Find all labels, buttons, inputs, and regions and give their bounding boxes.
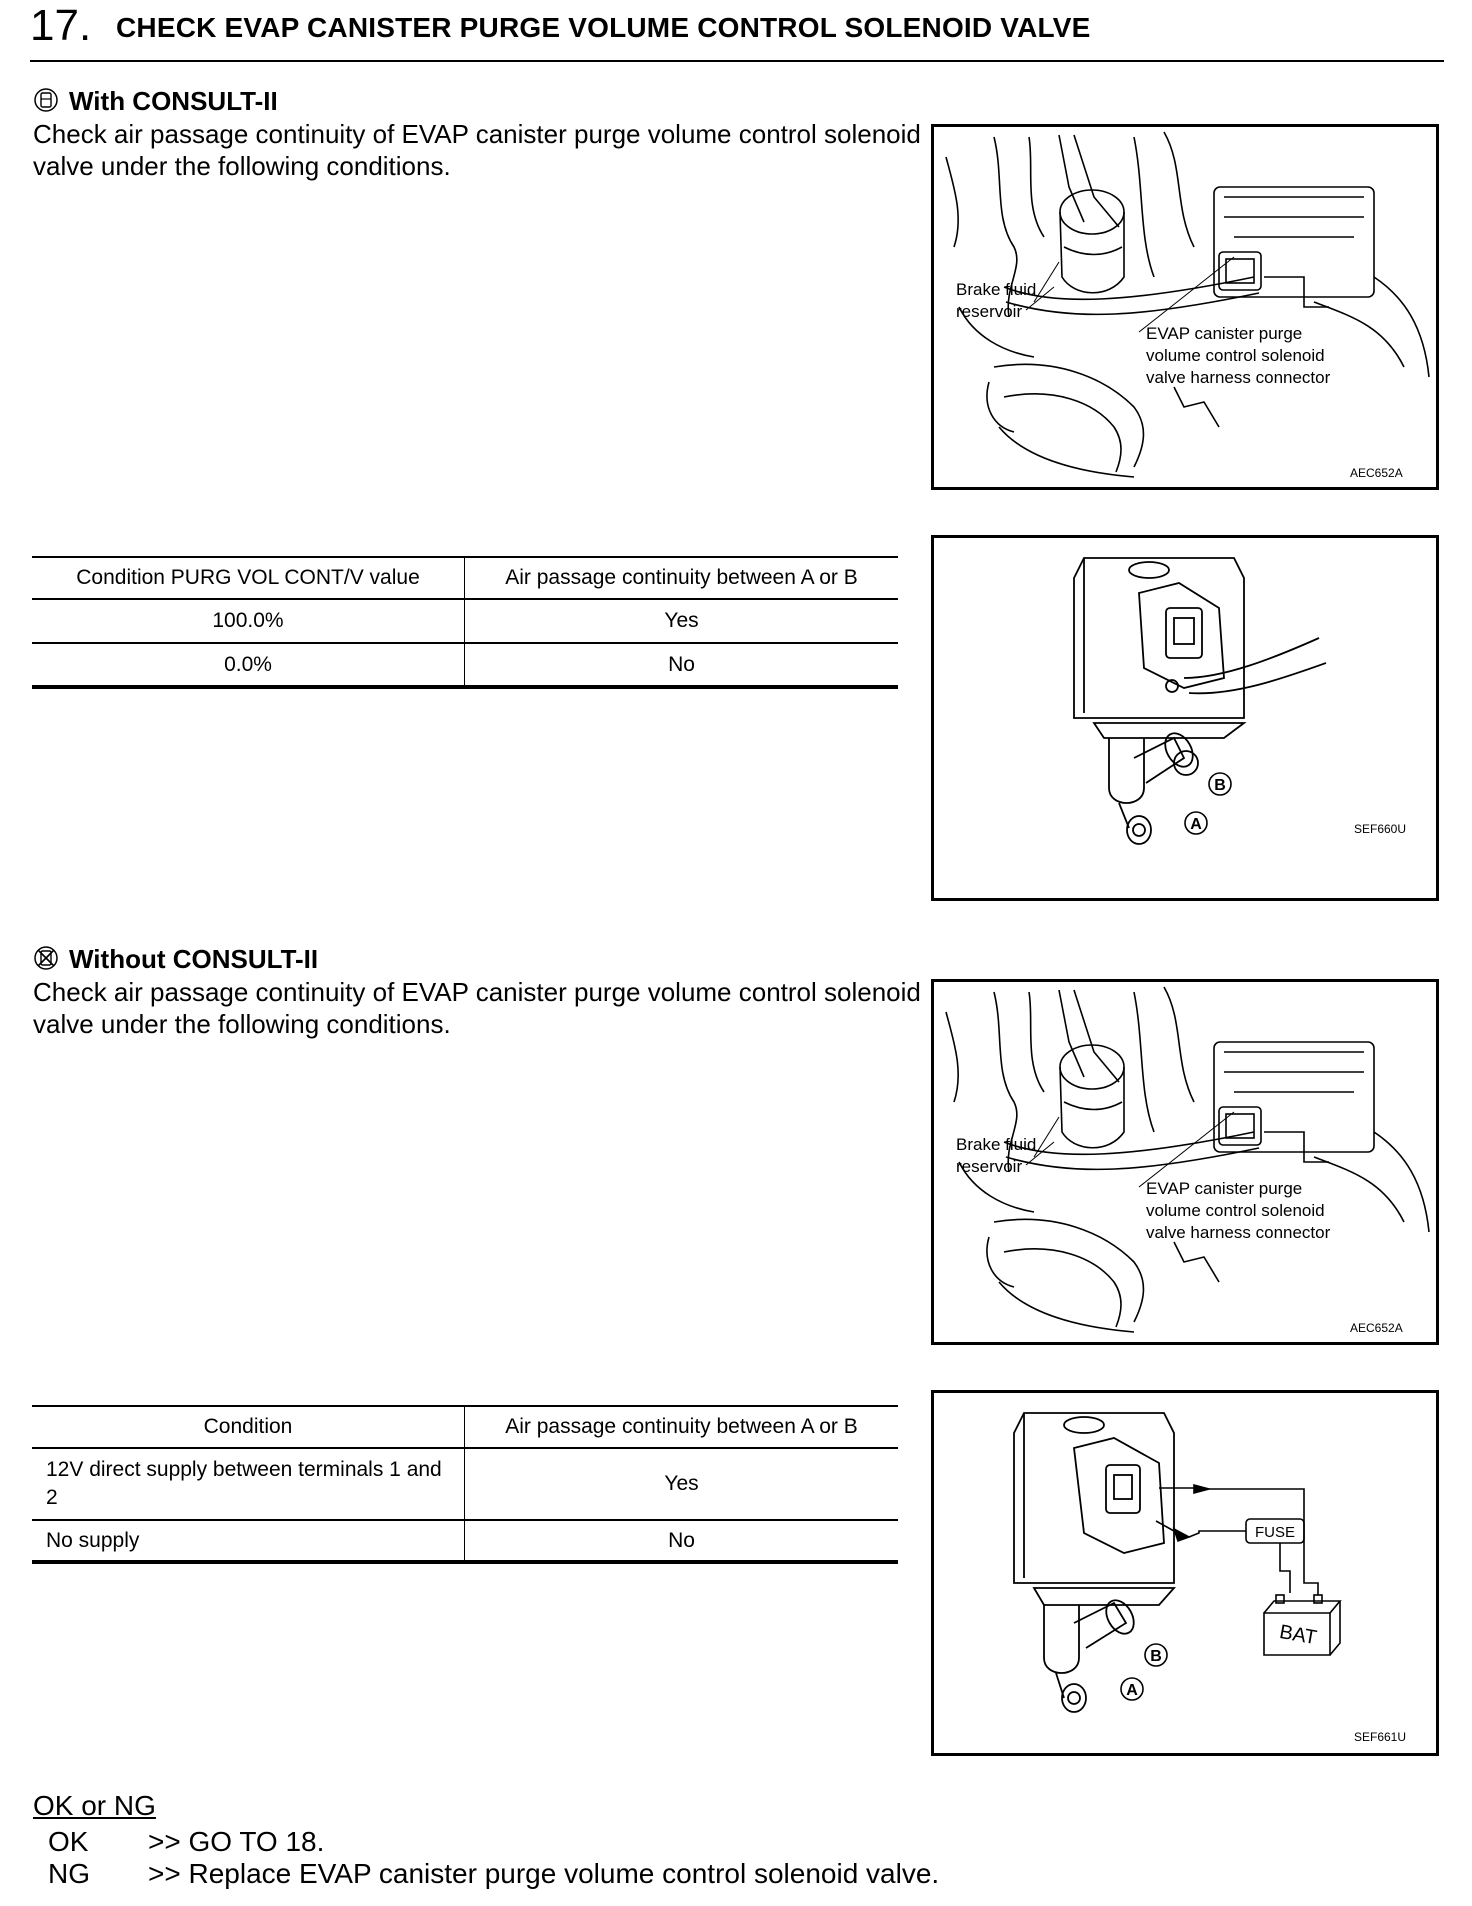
reservoir-label: reservoir bbox=[956, 302, 1023, 321]
table-row bbox=[32, 1448, 898, 1520]
port-b-marker bbox=[1145, 1644, 1167, 1666]
table-cell: No supply bbox=[32, 1520, 465, 1562]
evap-label-line1: EVAP canister purge bbox=[1146, 1179, 1303, 1198]
consult-condition-table bbox=[32, 556, 898, 689]
table-row bbox=[32, 643, 898, 687]
result-key: NG bbox=[48, 1858, 90, 1889]
brake-fluid-label: Brake fluid bbox=[956, 280, 1037, 299]
without-consult-heading bbox=[33, 944, 318, 974]
result-ng-row bbox=[48, 1858, 939, 1890]
location-figure-with bbox=[931, 124, 1439, 490]
table-cell: No bbox=[465, 1520, 899, 1562]
table-header: Condition PURG VOL CONT/V value bbox=[32, 557, 465, 599]
engine-bay-illustration bbox=[934, 127, 1436, 487]
evap-label-line3: valve harness connector bbox=[1146, 1223, 1331, 1242]
result-ok-row bbox=[48, 1826, 324, 1858]
solenoid-battery-illustration bbox=[934, 1393, 1436, 1753]
table-cell: 0.0% bbox=[32, 643, 465, 687]
reservoir-label: reservoir bbox=[956, 1157, 1023, 1176]
table-row bbox=[32, 1520, 898, 1562]
direct-supply-condition-table bbox=[32, 1405, 898, 1564]
location-figure-without bbox=[931, 979, 1439, 1345]
table-header: Condition bbox=[32, 1406, 465, 1448]
figure-code: SEF660U bbox=[1354, 822, 1407, 836]
table-header: Air passage continuity between A or B bbox=[465, 1406, 899, 1448]
result-action: >> GO TO 18. bbox=[148, 1826, 325, 1857]
result-key: OK bbox=[48, 1826, 89, 1857]
section-title: Without CONSULT-II bbox=[69, 944, 319, 974]
with-consult-heading bbox=[33, 86, 278, 116]
figure-code: SEF661U bbox=[1354, 1730, 1407, 1744]
solenoid-valve-illustration bbox=[934, 538, 1436, 898]
step-number: 17. bbox=[30, 1, 92, 50]
result-action: >> Replace EVAP canister purge volume control solenoid valve. bbox=[148, 1858, 940, 1889]
header-divider bbox=[30, 60, 1444, 62]
valve-battery-figure bbox=[931, 1390, 1439, 1756]
evap-label-line1: EVAP canister purge bbox=[1146, 324, 1303, 343]
table-cell: No bbox=[465, 643, 899, 687]
svg-text:A: A bbox=[1190, 816, 1202, 833]
valve-figure-with bbox=[931, 535, 1439, 901]
table-cell: Yes bbox=[465, 1448, 899, 1520]
no-consult-tester-icon bbox=[33, 945, 59, 971]
engine-bay-illustration bbox=[934, 982, 1436, 1342]
port-a-marker bbox=[1185, 812, 1207, 834]
consult-tester-icon bbox=[33, 87, 59, 113]
svg-text:B: B bbox=[1214, 777, 1226, 794]
evap-label-line2: volume control solenoid bbox=[1146, 346, 1325, 365]
table-cell: Yes bbox=[465, 599, 899, 643]
svg-text:A: A bbox=[1126, 1682, 1138, 1699]
ok-ng-heading: OK or NG bbox=[33, 1790, 156, 1821]
section-title: With CONSULT-II bbox=[69, 86, 278, 116]
table-header: Air passage continuity between A or B bbox=[465, 557, 899, 599]
fuse-label: FUSE bbox=[1254, 1524, 1296, 1541]
evap-label-line2: volume control solenoid bbox=[1146, 1201, 1325, 1220]
with-consult-instruction: Check air passage continuity of EVAP canister purge volume control solenoid valve under the following conditions. bbox=[33, 119, 921, 181]
figure-code: AEC652A bbox=[1350, 466, 1403, 480]
table-cell: 12V direct supply between terminals 1 and 2 bbox=[32, 1448, 465, 1520]
brake-fluid-label: Brake fluid bbox=[956, 1135, 1037, 1154]
figure-code: AEC652A bbox=[1350, 1321, 1403, 1335]
port-b-marker bbox=[1209, 773, 1231, 795]
port-a-marker bbox=[1121, 1678, 1143, 1700]
table-cell: 100.0% bbox=[32, 599, 465, 643]
evap-label-line3: valve harness connector bbox=[1146, 368, 1331, 387]
step-title: CHECK EVAP CANISTER PURGE VOLUME CONTROL SOLENOID VALVE bbox=[116, 12, 1091, 43]
svg-text:B: B bbox=[1150, 1648, 1162, 1665]
table-row bbox=[32, 599, 898, 643]
without-consult-instruction: Check air passage continuity of EVAP canister purge volume control solenoid valve under the following conditions. bbox=[33, 977, 921, 1039]
battery-label: BAT bbox=[1277, 1621, 1319, 1650]
